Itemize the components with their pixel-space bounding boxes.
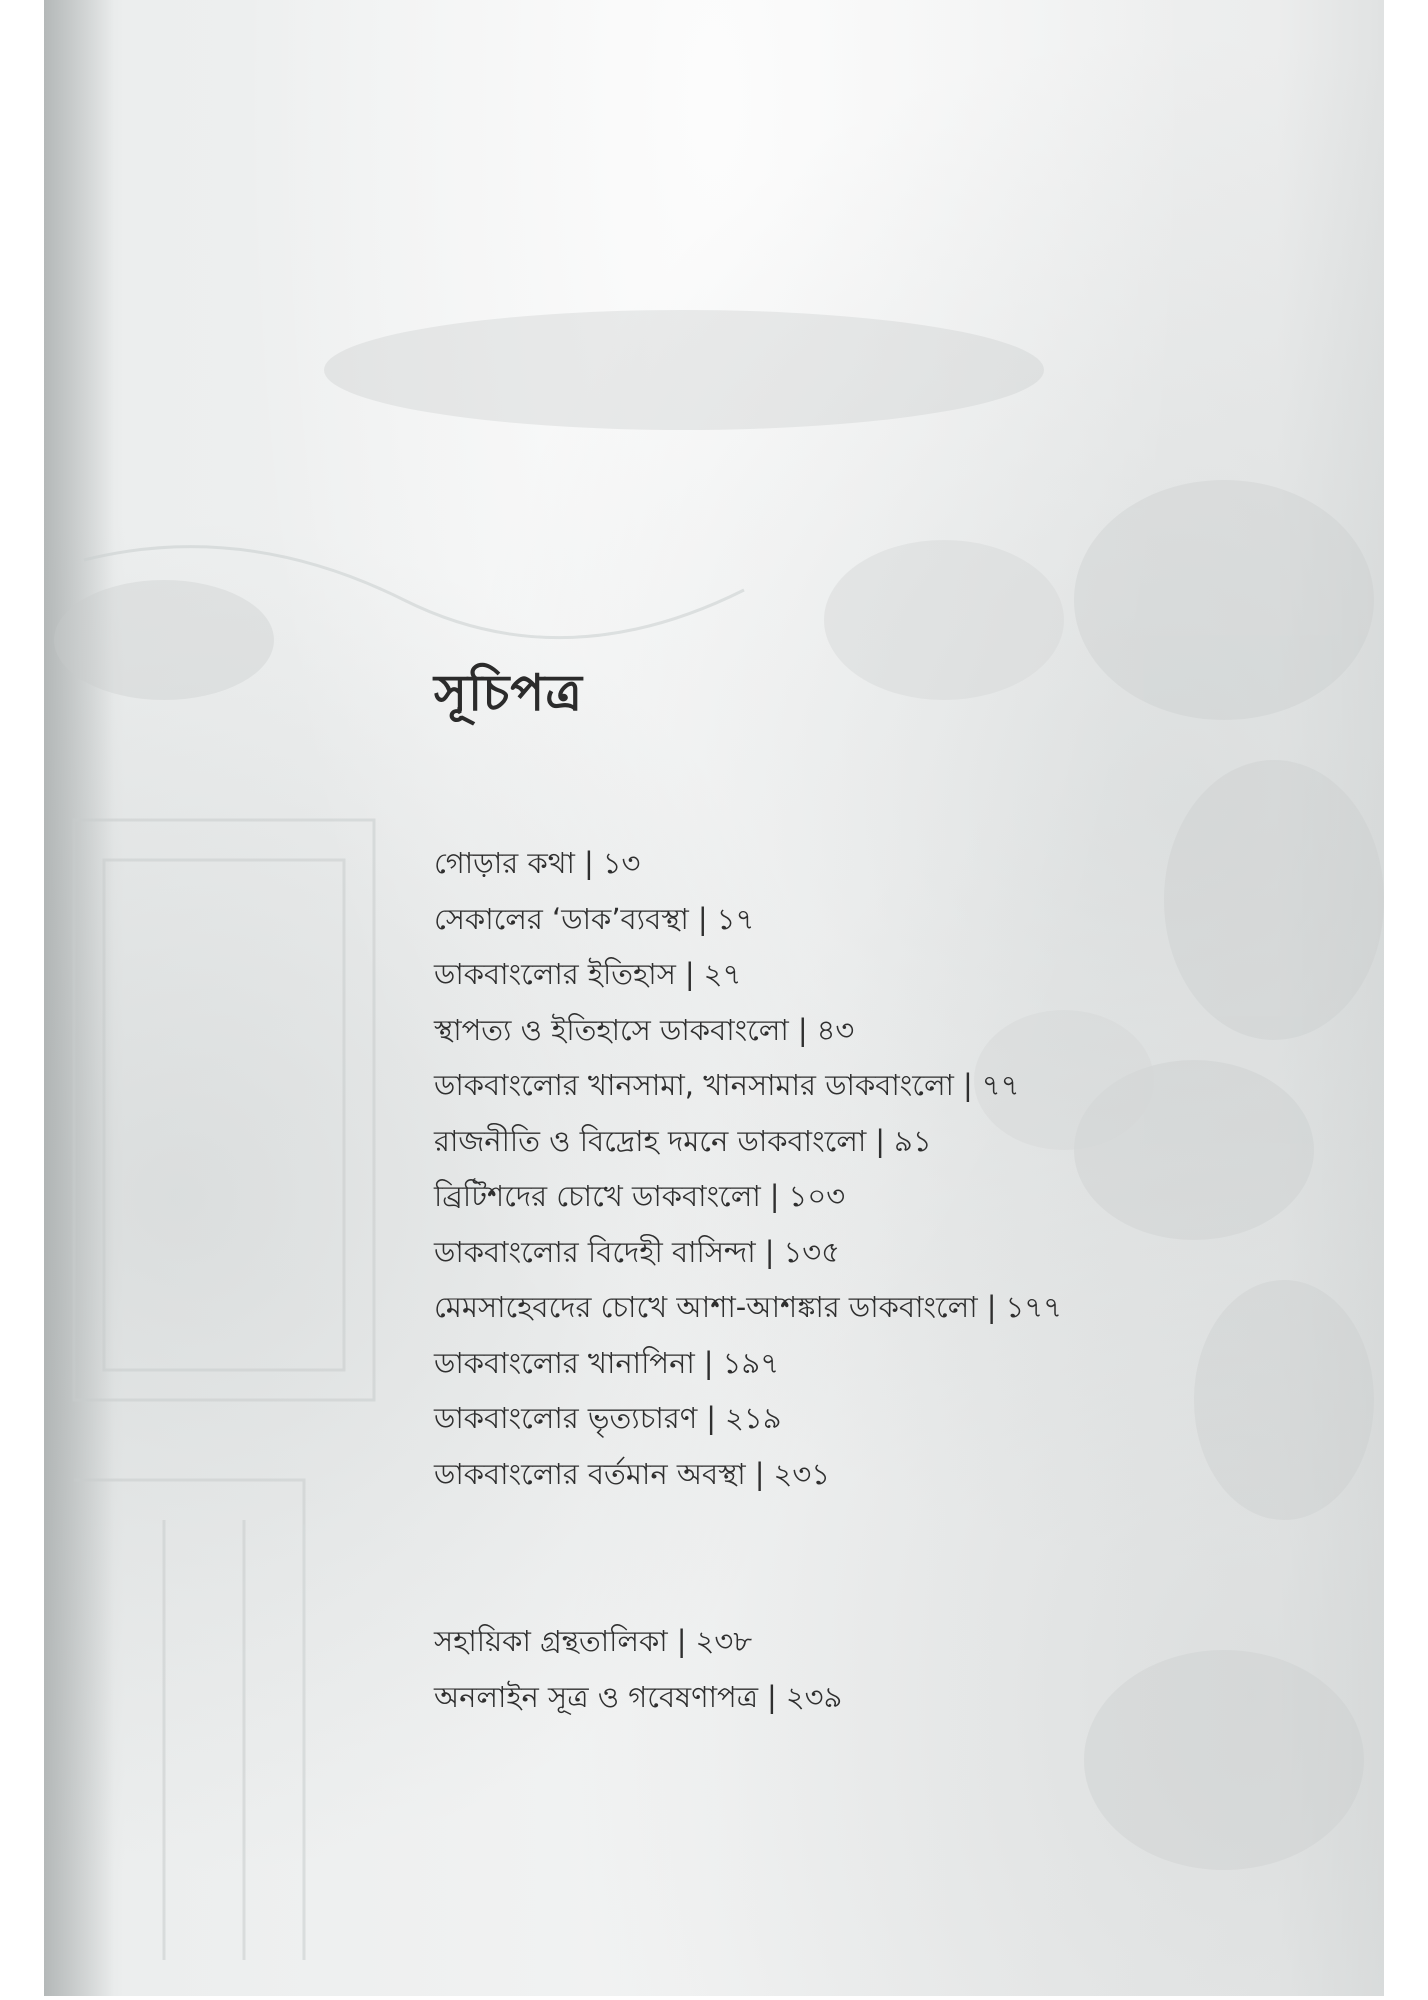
toc-entry [434,1058,1334,1114]
page-separator: | [962,1068,973,1102]
appendix-list [434,1614,1334,1725]
page-number: ২৭ [703,957,742,991]
page-number: ১৭৭ [1005,1290,1062,1324]
page-number: ২৩১ [773,1456,831,1491]
page-separator: | [697,901,708,936]
table-of-contents [434,664,1334,1725]
page-separator: | [676,1624,687,1658]
toc-entry [434,1391,1334,1447]
toc-entry [434,1336,1334,1392]
toc-entry [434,1280,1334,1336]
page-separator: | [797,1012,808,1047]
page-separator: | [703,1345,714,1380]
toc-entry [434,1614,1334,1670]
chapter-title: গোড়ার কথা [434,846,575,880]
page-number: ২৩৮ [695,1624,753,1658]
chapter-title: ডাকবাংলোর খানসামা, খানসামার ডাকবাংলো [434,1068,954,1102]
book-page [44,0,1384,1996]
page-separator: | [583,846,594,880]
chapter-title: ডাকবাংলোর ইতিহাস [434,957,676,991]
page-number: ১৯৭ [722,1345,780,1380]
chapter-title: ডাকবাংলোর খানাপিনা [434,1345,695,1380]
toc-title: সূচিপত্র [434,664,583,722]
page-separator: | [764,1234,775,1269]
appendix-title: সহায়িকা গ্রন্থতালিকা [434,1624,668,1658]
page-separator: | [875,1123,886,1158]
toc-entry [434,1670,1334,1726]
page-separator: | [706,1401,717,1435]
toc-entry [434,1169,1334,1225]
chapter-title: ব্রিটিশদের চোখে ডাকবাংলো [434,1179,761,1213]
page-number: ৪৩ [816,1012,855,1047]
page-number: ১৩ [602,846,641,880]
page-separator: | [684,957,695,991]
chapter-list [434,836,1334,1502]
appendix-title: অনলাইন সূত্র ও গবেষণাপত্র [434,1679,759,1714]
toc-entry [434,1003,1334,1059]
page-separator: | [767,1679,777,1714]
page-number: ৯১ [894,1123,932,1158]
toc-entry [434,1447,1334,1503]
toc-entry [434,1225,1334,1281]
chapter-title: রাজনীতি ও বিদ্রোহ দমনে ডাকবাংলো [434,1123,867,1158]
chapter-title: ডাকবাংলোর বিদেহী বাসিন্দা [434,1234,756,1269]
chapter-title: মেমসাহেবদের চোখে আশা-আশঙ্কার ডাকবাংলো [434,1290,978,1324]
toc-entry [434,947,1334,1003]
chapter-title: সেকালের ‘ডাক’ব্যবস্থা [434,901,689,936]
page-number: ১৩৫ [783,1234,840,1269]
page-number: ৭৭ [981,1068,1020,1102]
chapter-title: স্থাপত্য ও ইতিহাসে ডাকবাংলো [434,1012,789,1047]
toc-entry [434,1114,1334,1170]
toc-entry [434,836,1334,892]
page-separator: | [769,1179,780,1213]
page-number: ২৩৯ [785,1679,843,1714]
chapter-title: ডাকবাংলোর বর্তমান অবস্থা [434,1456,746,1491]
page-separator: | [986,1290,997,1324]
page-number: ২১৯ [725,1401,782,1435]
page-separator: | [754,1456,765,1491]
page-number: ১০৩ [788,1179,846,1213]
chapter-title: ডাকবাংলোর ভৃত্যচারণ [434,1401,698,1435]
toc-entry [434,892,1334,948]
page-number: ১৭ [716,901,755,936]
